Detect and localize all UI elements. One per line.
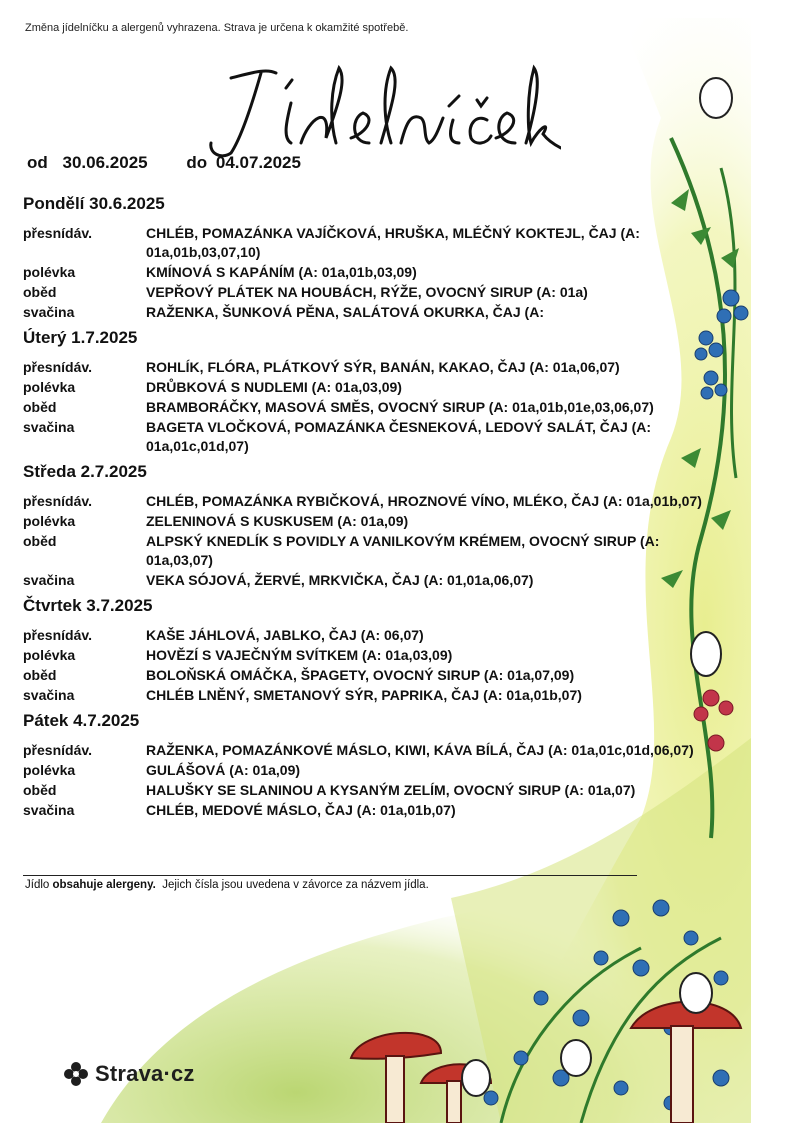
meal-label: přesnídáv. — [23, 225, 92, 241]
meal-row — [23, 686, 743, 705]
meal-text: ROHLÍK, FLÓRA, PLÁTKOVÝ SÝR, BANÁN, KAKAO, ČAJ (A: 01a,06,07) — [146, 359, 620, 375]
meal-row — [23, 532, 743, 570]
meal-text: GULÁŠOVÁ (A: 01a,09) — [146, 762, 301, 778]
meal-label: polévka — [23, 762, 76, 778]
meal-row — [23, 801, 743, 820]
meal-text: ALPSKÝ KNEDLÍK S POVIDLY A VANILKOVÝM KRÉMEM, OVOCNÝ SIRUP (A: 01a,03,07) — [146, 533, 660, 568]
day-tuesday — [23, 328, 743, 456]
day-monday — [23, 194, 743, 322]
meal-row — [23, 418, 743, 456]
meal-label: polévka — [23, 513, 76, 529]
logo-text: Strava·cz — [95, 1061, 195, 1086]
meal-label: polévka — [23, 264, 76, 280]
date-range — [27, 153, 301, 173]
meal-label: svačina — [23, 572, 75, 588]
day-wednesday — [23, 462, 743, 590]
meal-text: VEKA SÓJOVÁ, ŽERVÉ, MRKVIČKA, ČAJ (A: 01,01a,06,07) — [146, 572, 534, 588]
meal-row — [23, 398, 743, 417]
allergen-note — [25, 879, 429, 891]
allergen-note-bold: obsahuje alergeny. — [52, 879, 156, 891]
meal-text: HALUŠKY SE SLANINOU A KYSANÝM ZELÍM, OVOCNÝ SIRUP (A: 01a,07) — [146, 782, 636, 798]
meal-text: CHLÉB, MEDOVÉ MÁSLO, ČAJ (A: 01a,01b,07) — [146, 802, 456, 818]
meal-label: svačina — [23, 687, 75, 703]
footer-divider — [23, 875, 637, 876]
meal-label: polévka — [23, 379, 76, 395]
meal-text: CHLÉB LNĚNÝ, SMETANOVÝ SÝR, PAPRIKA, ČAJ (A: 01a,01b,07) — [146, 687, 582, 703]
meal-row — [23, 358, 743, 377]
to-date: 04.07.2025 — [215, 153, 301, 172]
meal-label: oběd — [23, 284, 57, 300]
day-title: Čtvrtek 3.7.2025 — [23, 596, 153, 615]
from-label: od — [27, 153, 48, 172]
menu-page — [21, 18, 751, 1123]
allergen-note-rest: Jejich čísla jsou uvedena v závorce za názvem jídla. — [162, 879, 429, 891]
meal-text: CHLÉB, POMAZÁNKA RYBIČKOVÁ, HROZNOVÉ VÍNO, MLÉKO, ČAJ (A: 01a,01b,07) — [146, 493, 702, 509]
meal-row — [23, 303, 743, 322]
meal-row — [23, 741, 743, 760]
meal-text: RAŽENKA, ŠUNKOVÁ PĚNA, SALÁTOVÁ OKURKA, ČAJ (A: — [146, 304, 544, 320]
meal-text: DRŮBKOVÁ S NUDLEMI (A: 01a,03,09) — [146, 379, 402, 395]
meal-text: BAGETA VLOČKOVÁ, POMAZÁNKA ČESNEKOVÁ, LEDOVÝ SALÁT, ČAJ (A: 01a,01c,01d,07) — [146, 419, 652, 454]
meal-row — [23, 512, 743, 531]
day-thursday — [23, 596, 743, 705]
meal-text: RAŽENKA, POMAZÁNKOVÉ MÁSLO, KIWI, KÁVA BÍLÁ, ČAJ (A: 01a,01c,01d,06,07) — [146, 742, 694, 758]
allergen-note-lead: Jídlo — [25, 879, 50, 891]
disclaimer-notice: Změna jídelníčku a alergenů vyhrazena. Strava je určena k okamžité spotřebě. — [25, 22, 409, 34]
meal-text: VEPŘOVÝ PLÁTEK NA HOUBÁCH, RÝŽE, OVOCNÝ SIRUP (A: 01a) — [146, 284, 588, 300]
meal-row — [23, 263, 743, 282]
meal-text: BRAMBORÁČKY, MASOVÁ SMĚS, OVOCNÝ SIRUP (A: 01a,01b,01e,03,06,07) — [146, 399, 654, 415]
meal-row — [23, 283, 743, 302]
meal-row — [23, 492, 743, 511]
meal-label: svačina — [23, 802, 75, 818]
meal-text: KMÍNOVÁ S KAPÁNÍM (A: 01a,01b,03,09) — [146, 264, 417, 280]
meal-label: svačina — [23, 304, 75, 320]
meal-label: oběd — [23, 667, 57, 683]
meal-row — [23, 378, 743, 397]
strava-logo — [63, 1061, 195, 1087]
meal-row — [23, 224, 743, 262]
day-title: Středa 2.7.2025 — [23, 462, 147, 481]
meal-label: oběd — [23, 533, 57, 549]
meal-text: HOVĚZÍ S VAJEČNÝM SVÍTKEM (A: 01a,03,09) — [146, 647, 453, 663]
meal-label: oběd — [23, 782, 57, 798]
to-label: do — [186, 153, 208, 172]
meal-label: přesnídáv. — [23, 359, 92, 375]
page-title — [191, 48, 561, 168]
meal-text: ZELENINOVÁ S KUSKUSEM (A: 01a,09) — [146, 513, 409, 529]
meal-label: polévka — [23, 647, 76, 663]
meal-row — [23, 571, 743, 590]
meal-row — [23, 646, 743, 665]
meal-label: přesnídáv. — [23, 493, 92, 509]
meal-row — [23, 666, 743, 685]
meal-label: svačina — [23, 419, 75, 435]
meal-row — [23, 761, 743, 780]
meal-text: KAŠE JÁHLOVÁ, JABLKO, ČAJ (A: 06,07) — [146, 627, 424, 643]
day-title: Úterý 1.7.2025 — [23, 328, 138, 347]
meal-row — [23, 626, 743, 645]
meal-label: přesnídáv. — [23, 742, 92, 758]
day-title: Pátek 4.7.2025 — [23, 711, 140, 730]
meal-label: oběd — [23, 399, 57, 415]
clover-icon — [63, 1061, 89, 1087]
day-title: Pondělí 30.6.2025 — [23, 194, 165, 213]
meal-text: BOLOŇSKÁ OMÁČKA, ŠPAGETY, OVOCNÝ SIRUP (A: 01a,07,09) — [146, 667, 575, 683]
day-friday — [23, 711, 743, 820]
meal-row — [23, 781, 743, 800]
weekly-menu — [23, 194, 743, 826]
from-date: 30.06.2025 — [62, 153, 148, 172]
meal-label: přesnídáv. — [23, 627, 92, 643]
meal-text: CHLÉB, POMAZÁNKA VAJÍČKOVÁ, HRUŠKA, MLÉČNÝ KOKTEJL, ČAJ (A: 01a,01b,03,07,10) — [146, 225, 640, 260]
